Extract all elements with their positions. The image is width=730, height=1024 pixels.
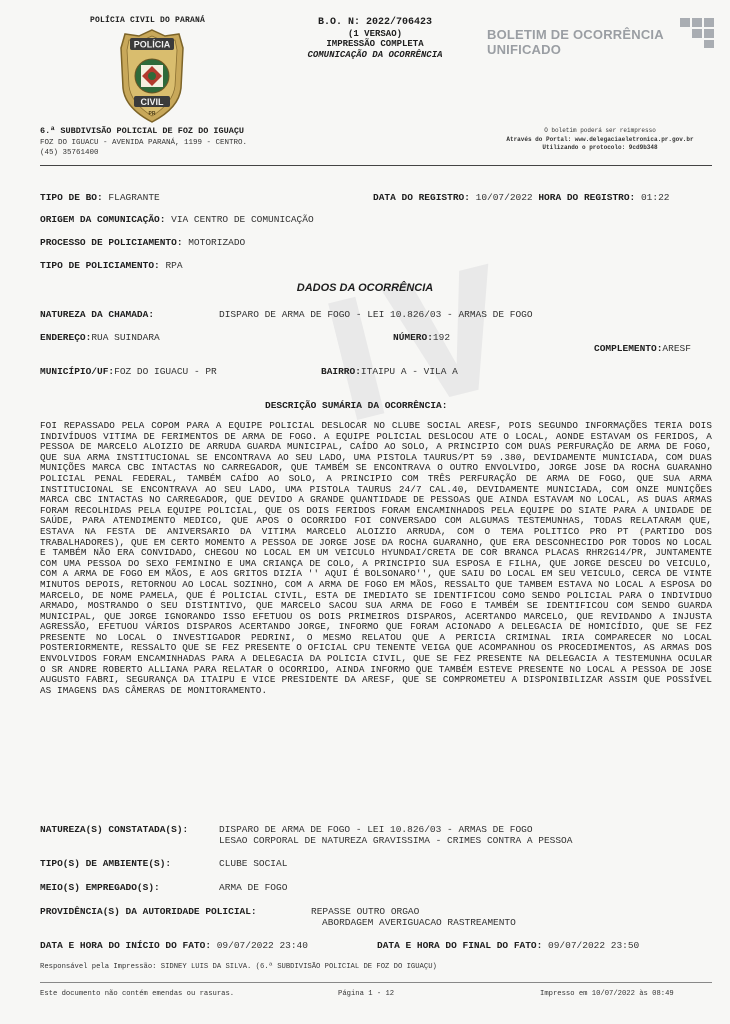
field-value: REPASSE OUTRO ORGAO	[311, 906, 420, 917]
field-value: FLAGRANTE	[108, 192, 160, 203]
field-label: TIPO DE BO:	[40, 192, 103, 203]
endereco-field	[40, 332, 160, 343]
agency-name: POLÍCIA CIVIL DO PARANÁ	[90, 16, 206, 25]
field-value: 10/07/2022	[475, 192, 533, 203]
field-label: DATA E HORA DO FINAL DO FATO:	[377, 940, 543, 951]
reprint-line: O boletim poderá ser reimpresso	[544, 127, 656, 134]
natureza-chamada-label	[40, 309, 154, 320]
inicio-fato-field	[40, 940, 308, 951]
field-label: BAIRRO:	[321, 366, 361, 377]
field-label: MUNICÍPIO/UF:	[40, 366, 115, 377]
field-value: ARESF	[662, 343, 691, 354]
bo-number: B.O. N: 2022/706423	[317, 17, 433, 28]
bairro-field	[321, 366, 458, 377]
reprint-portal: Através do Portal: www.delegaciaeletronica.pr.gov.br	[506, 135, 694, 143]
field-label: MEIO(S) EMPREGADO(S):	[40, 882, 160, 893]
svg-text:CIVIL: CIVIL	[140, 97, 164, 107]
page-number: Página 1 - 12	[338, 990, 395, 998]
descricao-text: FOI REPASSADO PELA COPOM PARA A EQUIPE POLICIAL DESLOCAR NO CLUBE SOCIAL ARESF, POIS SEGUNDO INFORMAÇÕES TERIA DOIS INDIVÍDUOS VITIMA DE FERIMENTOS DE ARMA DE FOGO. A EQUIPE POLICIAL DESLOCOU ATE O LOCAL, AONDE ESTAVAM OS FERIDOS, A PESSOA DE MARCELO ALOIZIO DE ARRUDA GUARDA MUNICIPAL, CAÍDO AO SOLO, A PRINCIPIO COM DUAS PERFURAÇÃO DE ARMA DE FOGO, QUE SUA ARMA INSTITUCIONAL SE ENCONTRAVA AO SEU LADO, UMA PISTOLA TAURUS/PT 59 .380, DEVIDAMENTE MUNICIADA, COM DUAS MUNIÇÕES MARCA CBC INTACTAS NO CARREGADOR, QUE TAMBÉM SE ENCONTRAVA O OUTRO ENVOLVIDO, JORGE JOSE DA ROCHA GUARANHO POLICIAL PENAL FEDERAL, TAMBÉM CAÍDO AO SOLO, A PRINCIPIO COM TRÊS PERFURAÇÃO DE ARMA DE FOGO, QUE SUA ARMA INSTITUCIONAL SE ENCONTRAVA AO SEU LADO, UMA PISTOLA TAURUS 24/7 CAL.40, DEVIDAMENTE MUNICIADA, COM ONZE MUNIÇÕES MARCA CBC INTACTAS NO CARREGADOR, QUE DEVIDO A GRANDE QUANTIDADE DE PESSOAS QUE AINDA ESTAVAM NO LOCAL, AS DUAS ARMAS FORAM RECOLHIDAS PELA EQUIPE POLICIAL, QUE OS DOIS FERIDOS FORAM ENCAMINHADOS PELA EQUIPE DO SIATE PARA A UNIDADE DE SAÚDE, PARA ATENDIMENTO MEDICO, QUE APOS O OCORRIDO FOI CONVERSADO COM ALGUMAS TESTEMUNHAS, TODAS RELATARAM QUE, ESTAVA NA FESTA DE ANIVERSARIO DA VITIMA MARCELO ALOIZIO ARRUDA, COM O TEMA POLITICO PRO PT (PARTIDO DOS TRABALHADORES), QUE EM CERTO MOMENTO A PESSOA DE JORGE JOSE DA ROCHA GUARANHO, QUE ERA DESCONHECIDO POR TODOS NO LOCAL E TAMBÉM NÃO ERA CONVIDADO, CHEGOU NO LOCAL EM UM VEICULO HYUNDAI/CRETA DE COR BRANCA PLACAS RHR2G14/PR, JUNTAMENTE COM UMA PESSOA DO SEXO FEMININO E UMA CRIANÇA DE COLO, A PRINCIPIO SUA ESPOSA E FILHA, QUE JORGE DESCEU DO VEICULO, COM A ARMA DE FOGO EM MÃOS, E AOS GRITOS DIZIA '' AQUI É BOLSONARO'', QUE SAIU DO LOCAL EM SEU VEICULO, CERCA DE VINTE MINUTOS DEPOIS, RETORNOU AO LOCAL SOZINHO, COM A ARMA DE FOGO EM MÃOS, RESSALTO QUE TAMBEM ESTAVA NO LOCAL A ESPOSA DO MARCELO, DE NOME PAMELA, QUE É POLICIAL CIVIL, ESTA DE IMEDIATO SE IDENTIFICOU COMO SENDO POLICIAL PARA O INDIVIDUO ARMADO, MOSTRANDO O SEU DISTINTIVO, QUE MARCELO SACOU SUA ARMA DE FOGO E TAMBÉM SE IDENTIFICOU COM SENDO GUARDA MUNICIPAL, QUE JORGE IGNORANDO ISSO EFETUOU OS DOIS PRIMEIROS DISPAROS, ACERTANDO MARCELO, QUE REVIDANDO A INJUSTA AGRESSÃO, EFETUOU VÁRIOS DISPAROS ACERTANDO JORGE, INFORMO QUE FORAM ACIONADO A DELEGACIA DE HOMICÍDIO, QUE SE FEZ PRESENTE NO LOCAL O INVESTIGADOR PEDRINI, O MESMO RELATOU QUE A PERICIA CRIMINAL IRIA COMPARECER NO LOCAL POSTERIORMENTE, RESSALTO QUE SE FEZ PRESENTE O OFICIAL CPU TENENTE VEIGA QUE ACOMPANHOU OS PROCEDIMENTOS, AS ARMAS DOS ENVOLVIDOS FORAM ENCAMINHADAS PARA A DELEGACIA DA POLICIA CIVIL, QUE SE FEZ PRESENTE NA DELEGACIA A TESTEMUNHA OCULAR O SR ANDRE ROBERTO ALLIANA PARA RELATAR O OCORRIDO, AINDA INFORMO QUE TAMBÉM ESTEVE PRESENTE NO LOCAL A PESSOA DE JOSE AUGUSTO FABRI, SEGURANÇA DA ITAIPU E VICE PRESIDENTE DA ARESF, QUE SE COMPROMETEU A DISPONIBILIZAR ASSIM QUE POSSÍVEL AS IMAGENS DAS CÂMERAS DE MONITORAMENTO.	[40, 420, 712, 696]
meio-value	[219, 882, 287, 893]
bo-version: (1 VERSAO)	[347, 28, 402, 39]
field-value: CLUBE SOCIAL	[219, 858, 288, 869]
providencia-label	[40, 906, 257, 917]
header-divider	[40, 165, 712, 166]
field-label: DATA DO REGISTRO:	[373, 192, 470, 203]
communication-title: COMUNICAÇÃO DA OCORRÊNCIA	[307, 49, 443, 60]
field-value: 09/07/2022 23:40	[216, 940, 308, 951]
address-line: FOZ DO IGUACU - AVENIDA PARANÁ, 1199 - CENTRO.	[40, 139, 248, 147]
bou-logo-icon	[680, 18, 714, 48]
field-value: 01:22	[640, 192, 670, 203]
natureza-constatada-values	[219, 824, 572, 846]
municipio-field	[40, 366, 217, 377]
field-label: TIPO DE POLICIAMENTO:	[40, 260, 160, 271]
field-value: RUA SUINDARA	[91, 332, 160, 343]
section-title: DADOS DA OCORRÊNCIA	[296, 282, 434, 294]
reprint-info	[485, 127, 715, 153]
phone-line: (45) 35761400	[40, 149, 99, 157]
field-value: DISPARO DE ARMA DE FOGO - LEI 10.826/03 - ARMAS DE FOGO	[219, 309, 533, 320]
field-label: COMPLEMENTO:	[594, 343, 663, 354]
field-value: LESAO CORPORAL DE NATUREZA GRAVISSIMA - CRIMES CONTRA A PESSOA	[219, 835, 573, 846]
svg-text:POLÍCIA: POLÍCIA	[133, 39, 171, 50]
bo-header	[240, 18, 510, 60]
natureza-chamada-value	[219, 309, 533, 320]
unit-address	[40, 138, 300, 158]
responsavel-impressao: Responsável pela Impressão: SIDNEY LUIS DA SILVA. (6.ª SUBDIVISÃO POLICIAL DE FOZ DO IGUAÇU)	[40, 963, 437, 971]
field-label: ENDEREÇO:	[40, 332, 92, 343]
tipo-bo-field	[40, 192, 160, 203]
field-value: ITAIPU A - VILA A	[360, 366, 458, 377]
footer-divider	[40, 982, 712, 983]
final-fato-field	[377, 940, 639, 951]
field-value: DISPARO DE ARMA DE FOGO - LEI 10.826/03 - ARMAS DE FOGO	[219, 824, 533, 835]
print-type: IMPRESSÃO COMPLETA	[326, 39, 424, 49]
field-label: ORIGEM DA COMUNICAÇÃO:	[40, 214, 166, 225]
natureza-constatada-label	[40, 824, 188, 835]
numero-field	[393, 332, 450, 343]
police-badge-icon	[117, 28, 187, 124]
field-label: HORA DO REGISTRO:	[538, 192, 636, 203]
field-value: ARMA DE FOGO	[219, 882, 288, 893]
field-value: ABORDAGEM AVERIGUACAO RASTREAMENTO	[322, 917, 516, 928]
providencia-values	[311, 906, 516, 928]
descricao-title: DESCRIÇÃO SUMÁRIA DA OCORRÊNCIA:	[265, 400, 448, 411]
field-label: NATUREZA(S) CONSTATADA(S):	[40, 824, 189, 835]
field-label: DATA E HORA DO INÍCIO DO FATO:	[40, 940, 212, 951]
field-label: PROCESSO DE POLICIAMENTO:	[40, 237, 183, 248]
origem-field	[40, 214, 314, 225]
field-value: RPA	[165, 260, 183, 271]
data-registro-field	[373, 192, 669, 203]
reprint-protocol: Utilizando o protocolo: 9cd9b348	[542, 144, 658, 151]
impresso-em: Impresso em 10/07/2022 às 08:49	[540, 990, 674, 998]
field-label: NATUREZA DA CHAMADA:	[40, 309, 155, 320]
field-label: NÚMERO:	[393, 332, 433, 343]
svg-text:PR: PR	[148, 111, 156, 117]
field-value: 09/07/2022 23:50	[548, 940, 640, 951]
meio-label	[40, 882, 160, 893]
unit-name: 6.ª SUBDIVISÃO POLICIAL DE FOZ DO IGUAÇU	[40, 126, 245, 136]
ambiente-value	[219, 858, 287, 869]
tipo-policiamento-field	[40, 260, 183, 271]
field-label: TIPO(S) DE AMBIENTE(S):	[40, 858, 172, 869]
aviso-rasuras: Este documento não contém emendas ou rasuras.	[40, 990, 235, 998]
field-value: VIA CENTRO DE COMUNICAÇÃO	[171, 214, 314, 225]
ambiente-label	[40, 858, 171, 869]
field-value: 192	[432, 332, 451, 343]
field-label: PROVIDÊNCIA(S) DA AUTORIDADE POLICIAL:	[40, 906, 257, 917]
complemento-field	[594, 343, 691, 354]
field-value: FOZ DO IGUACU - PR	[114, 366, 217, 377]
processo-field	[40, 237, 245, 248]
system-title: BOLETIM DE OCORRÊNCIA UNIFICADO	[487, 27, 664, 57]
field-value: MOTORIZADO	[188, 237, 246, 248]
